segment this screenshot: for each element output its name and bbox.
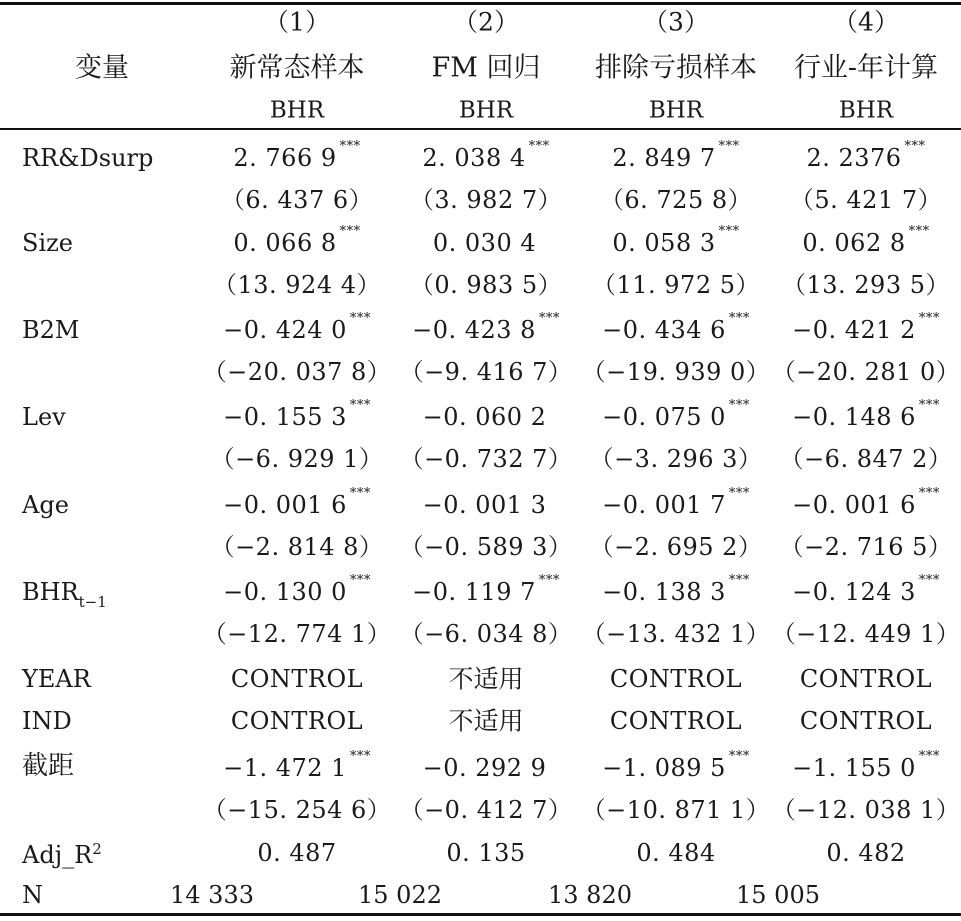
coef-cell [412, 573, 560, 606]
coef-cell [223, 486, 371, 519]
t-stat-cell: （−13. 432 1） [581, 620, 771, 648]
adj-r2-name: Adj_R [22, 841, 93, 869]
significance-stars: *** [349, 573, 371, 588]
t-stat-cell: （−6. 929 1） [210, 445, 384, 473]
n-value: 15 022 [358, 881, 442, 909]
significance-stars: *** [718, 224, 740, 239]
coef-cell [602, 573, 750, 606]
coef-value: −0. 001 7 [602, 491, 726, 519]
variable-name: Age [22, 491, 69, 519]
t-stat-cell: （−20. 281 0） [771, 358, 961, 386]
adj-r2-value: 0. 482 [826, 839, 906, 867]
row-label-2 [22, 231, 73, 255]
n-value: 14 333 [170, 881, 254, 909]
t-stat-cell: （−12. 449 1） [771, 620, 961, 648]
col-number-1: （1） [264, 7, 330, 37]
col-name-3: 排除亏损样本 [595, 52, 757, 84]
coef-cell [602, 486, 750, 519]
t-stat-cell: （0. 983 5） [409, 271, 563, 299]
row-label-3 [22, 318, 79, 342]
significance-stars: *** [908, 224, 930, 239]
coef-value: −0. 138 3 [602, 578, 726, 606]
significance-stars: *** [349, 398, 371, 413]
t-stat-cell: （−20. 037 8） [202, 358, 392, 386]
significance-stars: *** [918, 398, 940, 413]
n-label: N [22, 881, 43, 909]
coef-value: 0. 030 4 [432, 229, 537, 257]
significance-stars: *** [349, 749, 371, 764]
coef-cell [412, 311, 560, 344]
variable-subscript: t−1 [78, 593, 107, 611]
significance-stars: *** [728, 311, 750, 326]
coef-cell [602, 749, 750, 782]
coef-value: −0. 434 6 [602, 316, 726, 344]
t-stat-cell: （−9. 416 7） [399, 358, 573, 386]
variable-name: Lev [22, 403, 66, 431]
coef-value: −0. 424 0 [223, 316, 347, 344]
coef-cell [602, 311, 750, 344]
variable-name: BHR [22, 578, 79, 606]
t-stat-cell: （−2. 695 2） [589, 533, 763, 561]
coef-cell [792, 749, 940, 782]
t-stat-cell: （6. 725 8） [599, 186, 753, 214]
t-stat-cell: （−12. 038 1） [771, 796, 961, 824]
significance-stars: *** [528, 139, 550, 154]
bottom-rule [0, 913, 961, 916]
t-stat-cell: （−0. 412 7） [399, 796, 573, 824]
control-value: CONTROL [230, 707, 364, 735]
coef-value: 0. 062 8 [802, 229, 906, 257]
control-label-1: YEAR [22, 665, 91, 693]
coef-value: −1. 155 0 [792, 754, 916, 782]
coef-value: −0. 124 3 [792, 578, 916, 606]
coef-cell [802, 224, 930, 257]
control-value: 不适用 [448, 706, 524, 736]
significance-stars: *** [918, 311, 940, 326]
coef-value: −0. 075 0 [602, 403, 726, 431]
t-stat-cell: （5. 421 7） [789, 186, 943, 214]
coef-cell [423, 405, 550, 429]
control-value: CONTROL [230, 665, 364, 693]
coef-value: −0. 119 7 [412, 578, 536, 606]
coef-cell [233, 139, 361, 172]
coef-cell [806, 139, 926, 172]
significance-stars: *** [538, 311, 560, 326]
t-stat-cell: （11. 972 5） [591, 271, 761, 299]
coef-value: −0. 001 3 [422, 491, 547, 519]
row-label-4 [22, 405, 66, 429]
coef-value: 0. 066 8 [233, 229, 337, 257]
coef-value: 0. 058 3 [612, 229, 716, 257]
significance-stars: *** [728, 749, 750, 764]
significance-stars: *** [918, 749, 940, 764]
coef-value: 2. 766 9 [233, 144, 337, 172]
row-label-5 [22, 493, 69, 517]
t-stat-cell: （−0. 589 3） [399, 533, 573, 561]
adj-r2-value: 0. 135 [446, 839, 526, 867]
coef-cell [792, 311, 940, 344]
dep-var-2: BHR [458, 97, 514, 124]
header-rule [0, 128, 961, 130]
significance-stars: *** [728, 486, 750, 501]
coef-cell [422, 139, 550, 172]
significance-stars: *** [538, 573, 560, 588]
control-value: CONTROL [609, 707, 743, 735]
coef-value: 2. 2376 [806, 144, 902, 172]
t-stat-cell: （−12. 774 1） [202, 620, 392, 648]
coef-cell [423, 756, 550, 780]
t-stat-cell: （3. 982 7） [409, 186, 563, 214]
coef-cell [223, 311, 371, 344]
coef-value: 2. 038 4 [422, 144, 526, 172]
coef-cell [423, 493, 550, 517]
control-value: CONTROL [799, 665, 933, 693]
coef-value: −0. 421 2 [792, 316, 916, 344]
n-value: 13 820 [548, 881, 632, 909]
coef-cell [433, 231, 539, 255]
coef-value: −0. 423 8 [412, 316, 536, 344]
n-value: 15 005 [736, 881, 820, 909]
significance-stars: *** [339, 139, 361, 154]
t-stat-cell: （13. 924 4） [212, 271, 382, 299]
dep-var-4: BHR [838, 97, 894, 124]
coef-value: −0. 130 0 [223, 578, 347, 606]
variable-name: Size [22, 229, 73, 257]
dep-var-3: BHR [648, 97, 704, 124]
t-stat-cell: （−6. 847 2） [779, 445, 953, 473]
t-stat-cell: （−6. 034 8） [399, 620, 573, 648]
row-label-1 [22, 146, 153, 170]
variable-header: 变量 [75, 52, 129, 84]
significance-stars: *** [718, 139, 740, 154]
adj-r2-label [22, 840, 102, 869]
t-stat-cell: （−2. 814 8） [210, 533, 384, 561]
coef-value: −0. 292 9 [422, 754, 547, 782]
significance-stars: *** [349, 311, 371, 326]
adj-r2-value: 0. 484 [636, 839, 716, 867]
col-number-3: （3） [643, 7, 709, 37]
dep-var-1: BHR [269, 97, 325, 124]
top-rule [0, 2, 961, 5]
col-name-4: 行业-年计算 [793, 52, 939, 84]
t-stat-cell: （13. 293 5） [781, 271, 951, 299]
coef-value: −0. 148 6 [792, 403, 916, 431]
coef-cell [602, 398, 750, 431]
t-stat-cell: （−2. 716 5） [779, 533, 953, 561]
control-value: 不适用 [448, 664, 524, 694]
coef-value: −0. 001 6 [792, 491, 916, 519]
col-number-2: （2） [453, 7, 519, 37]
significance-stars: *** [728, 573, 750, 588]
coef-cell [233, 224, 361, 257]
significance-stars: *** [349, 486, 371, 501]
coef-value: −0. 155 3 [223, 403, 347, 431]
significance-stars: *** [339, 224, 361, 239]
significance-stars: *** [728, 398, 750, 413]
t-stat-cell: （6. 437 6） [220, 186, 374, 214]
coef-cell [792, 573, 940, 606]
coef-value: 2. 849 7 [612, 144, 716, 172]
t-stat-cell: （−3. 296 3） [589, 445, 763, 473]
col-name-2: FM 回归 [431, 52, 541, 84]
coef-cell [223, 573, 371, 606]
coef-cell [792, 486, 940, 519]
control-value: CONTROL [609, 665, 743, 693]
adj-r2-value: 0. 487 [257, 839, 337, 867]
intercept-label: 截距 [22, 751, 75, 781]
coef-value: −0. 060 2 [422, 403, 547, 431]
row-label-6 [22, 578, 107, 611]
significance-stars: *** [918, 573, 940, 588]
coef-value: −1. 472 1 [223, 754, 347, 782]
col-name-1: 新常态样本 [229, 52, 365, 84]
variable-name: RR&Dsurp [22, 144, 154, 172]
coef-cell [223, 749, 371, 782]
col-number-4: （4） [833, 7, 899, 37]
coef-cell [612, 139, 740, 172]
t-stat-cell: （−10. 871 1） [581, 796, 771, 824]
coef-cell [792, 398, 940, 431]
significance-stars: *** [904, 139, 926, 154]
coef-cell [223, 398, 371, 431]
coef-value: −1. 089 5 [602, 754, 726, 782]
t-stat-cell: （−19. 939 0） [581, 358, 771, 386]
t-stat-cell: （−15. 254 6） [202, 796, 392, 824]
t-stat-cell: （−0. 732 7） [399, 445, 573, 473]
control-label-2: IND [22, 707, 72, 735]
variable-name: B2M [22, 316, 80, 344]
control-value: CONTROL [799, 707, 933, 735]
significance-stars: *** [918, 486, 940, 501]
adj-r2-superscript: 2 [92, 840, 102, 858]
coef-value: −0. 001 6 [223, 491, 347, 519]
coef-cell [612, 224, 740, 257]
